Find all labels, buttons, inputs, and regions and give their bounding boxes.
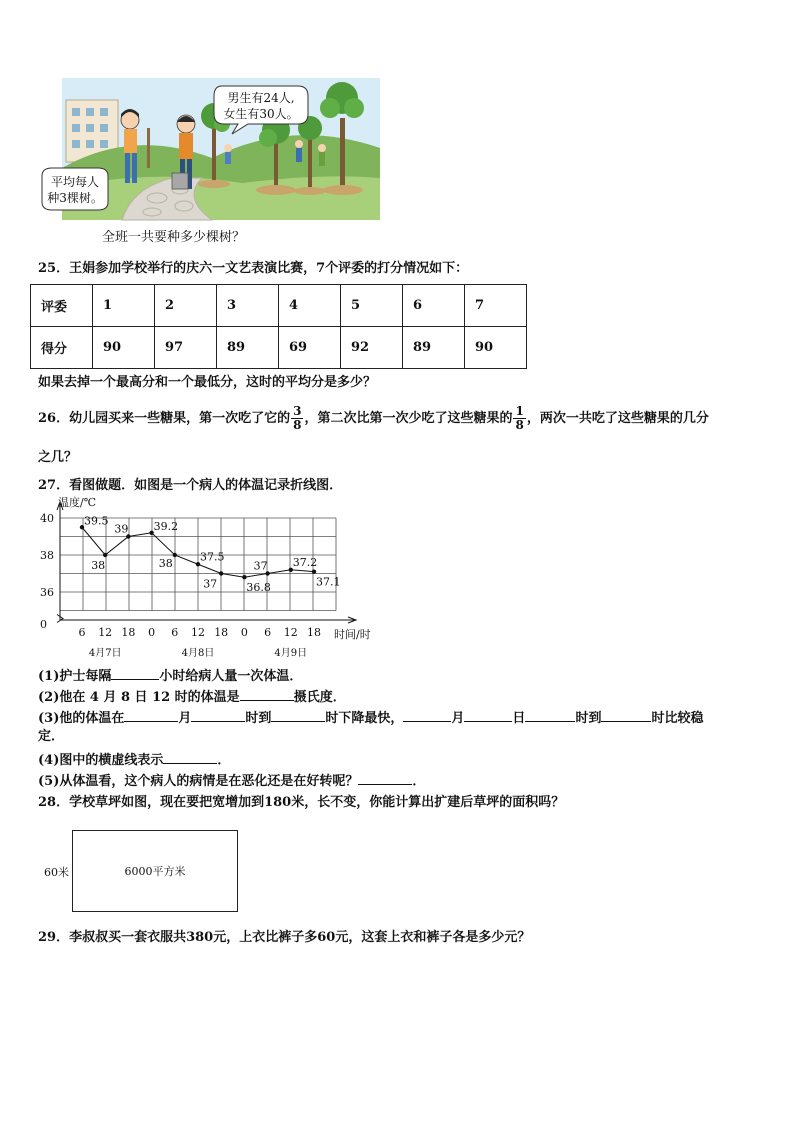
table-cell: 6: [403, 285, 465, 327]
data-label: 38: [158, 557, 173, 570]
q27-sub3-text: 时到: [245, 711, 272, 726]
q27-sub2-start: (2)他在 4 月 8 日 12 时的体温是: [38, 690, 240, 705]
q26-part2: ，第二次比第一次少吃了这些糖果的: [304, 411, 513, 426]
q27-sub5-end: ．: [412, 774, 426, 789]
table-cell: 1: [93, 285, 155, 327]
lawn-width-label: 60米: [44, 866, 69, 879]
q27-sub4: [38, 749, 230, 770]
y-tick-label: 40: [40, 512, 54, 525]
data-point: [219, 571, 223, 575]
data-label: 37: [253, 559, 268, 573]
q28-text: 28．学校草坪如图，现在要把宽增加到180米，长不变，你能计算出扩建后草坪的面积吗？: [38, 795, 565, 810]
table-cell: 7: [465, 285, 527, 327]
q27-sub3-text: 日: [512, 711, 526, 726]
bubble-boys-line: 男生有24人,: [227, 91, 295, 105]
answer-blank[interactable]: [403, 707, 451, 722]
q27-sub3-text: 月: [178, 711, 192, 726]
fraction-numerator: 1: [515, 404, 524, 418]
data-label: 39: [114, 522, 129, 536]
answer-blank[interactable]: [240, 686, 294, 701]
data-label: 37.5: [200, 550, 225, 564]
answer-blank[interactable]: [525, 707, 575, 722]
q25-score-table: [30, 284, 527, 369]
fraction-three-eighths: [291, 405, 303, 432]
q27-sub1-end: 小时给病人量一次体温．: [159, 669, 303, 684]
q27-sub5-start: (5)从体温看，这个病人的病情是在恶化还是在好转呢？: [38, 774, 359, 789]
table-cell: 89: [217, 327, 279, 369]
x-tick-label: 6: [264, 626, 272, 639]
data-label: 36.8: [246, 581, 271, 595]
data-label: 37.2: [292, 555, 318, 569]
x-tick-label: 18: [214, 626, 229, 639]
q27-sub1: [38, 665, 302, 686]
q27-sub3-text: 时到: [575, 711, 602, 726]
fraction-numerator: 3: [293, 404, 302, 418]
q27-sub3-text: 时下降最快，: [325, 711, 404, 726]
x-tick-label: 18: [307, 626, 321, 639]
data-label: 39.2: [153, 519, 179, 533]
table-row: [31, 285, 527, 327]
table-cell: 得分: [31, 327, 93, 369]
q27-sub4-start: (4)图中的横虚线表示: [38, 753, 164, 768]
q26-continuation: 之几？: [38, 450, 78, 465]
fraction-denominator: 8: [293, 418, 302, 432]
q27-sub3-text: 月: [451, 711, 465, 726]
fraction-denominator: 8: [515, 418, 524, 432]
x-tick-label: 0: [240, 626, 248, 639]
q24-question: 全班一共要种多少棵树？: [102, 230, 246, 245]
answer-blank[interactable]: [271, 707, 325, 722]
data-label: 38: [91, 559, 106, 572]
x-tick-label: 12: [283, 626, 298, 639]
data-point: [103, 553, 107, 557]
temperature-line-chart: [28, 492, 388, 664]
x-tick-label: 12: [191, 626, 205, 639]
x-tick-label: 18: [121, 626, 136, 639]
q26-part1: 26．幼儿园买来一些糖果，第一次吃了它的: [38, 411, 291, 426]
answer-blank[interactable]: [358, 770, 412, 785]
q29-text: 29．李叔叔买一套衣服共380元，上衣比裤子多60元，这套上衣和裤子各是多少元？: [38, 930, 531, 945]
answer-blank[interactable]: [124, 707, 178, 722]
table-cell: 97: [155, 327, 217, 369]
day-label: 4月9日: [274, 648, 308, 659]
fraction-one-eighth: [513, 405, 525, 432]
data-point: [173, 553, 177, 557]
answer-blank[interactable]: [111, 665, 159, 680]
answer-blank[interactable]: [163, 749, 217, 764]
table-row: [31, 327, 527, 369]
q25-question: 如果去掉一个最高分和一个最低分，这时的平均分是多少？: [38, 375, 377, 390]
table-cell: 90: [93, 327, 155, 369]
bubble-girls-line: 女生有30人。: [223, 107, 299, 121]
day-label: 4月7日: [88, 648, 122, 659]
day-label: 4月8日: [181, 648, 215, 659]
chart-marks: [80, 514, 341, 594]
lawn-rectangle: [72, 830, 238, 912]
lawn-area-label: 6000平方米: [124, 865, 186, 878]
table-cell: 90: [465, 327, 527, 369]
x-tick-label: 0: [148, 626, 156, 639]
data-label: 39.5: [84, 514, 109, 528]
table-cell: 5: [341, 285, 403, 327]
q27-sub3-text: 时比较稳: [651, 711, 704, 726]
table-cell: 69: [279, 327, 341, 369]
answer-blank[interactable]: [601, 707, 651, 722]
table-cell: 2: [155, 285, 217, 327]
table-cell: 4: [279, 285, 341, 327]
y-tick-label: 36: [40, 586, 54, 599]
answer-blank[interactable]: [464, 707, 512, 722]
q27-sub4-end: ．: [217, 753, 231, 768]
table-cell: 3: [217, 285, 279, 327]
table-cell: 89: [403, 327, 465, 369]
x-tick-label: 6: [78, 626, 86, 639]
answer-blank[interactable]: [191, 707, 245, 722]
q26-part3: ，两次一共吃了这些糖果的几分: [526, 411, 709, 426]
q26-text: [38, 404, 709, 434]
q27-sub1-start: (1)护士每隔: [38, 669, 112, 684]
q27-sub3-text: (3)他的体温在: [38, 711, 125, 726]
y-tick-label: 0: [40, 618, 47, 631]
data-point: [312, 569, 316, 573]
y-tick-label: 38: [40, 549, 54, 562]
data-label: 37: [203, 577, 218, 591]
x-tick-label: 12: [98, 626, 113, 639]
q27-sub2-end: 摄氏度．: [293, 690, 346, 705]
q27-sub5: [38, 770, 425, 791]
y-axis-label: 温度/℃: [58, 496, 97, 509]
q27-sub2: [38, 686, 346, 707]
tree-planting-illustration: [47, 78, 380, 220]
table-cell: 92: [341, 327, 403, 369]
q27-text: 27．看图做题．如图是一个病人的体温记录折线图．: [38, 478, 343, 493]
bubble-average-line: 平均每人: [50, 175, 100, 189]
x-tick-label: 6: [171, 626, 179, 639]
q25-text: 25．王娟参加学校举行的庆六一文艺表演比赛，7个评委的打分情况如下：: [38, 261, 469, 276]
q27-sub3: [38, 707, 703, 728]
data-point: [242, 575, 246, 579]
x-axis-label: 时间/时: [334, 628, 371, 641]
bubble-trees-line: 种3棵树。: [47, 191, 103, 205]
q27-sub3-continuation: 定．: [38, 729, 65, 744]
table-cell: 评委: [31, 285, 93, 327]
data-label: 37.1: [316, 575, 341, 589]
